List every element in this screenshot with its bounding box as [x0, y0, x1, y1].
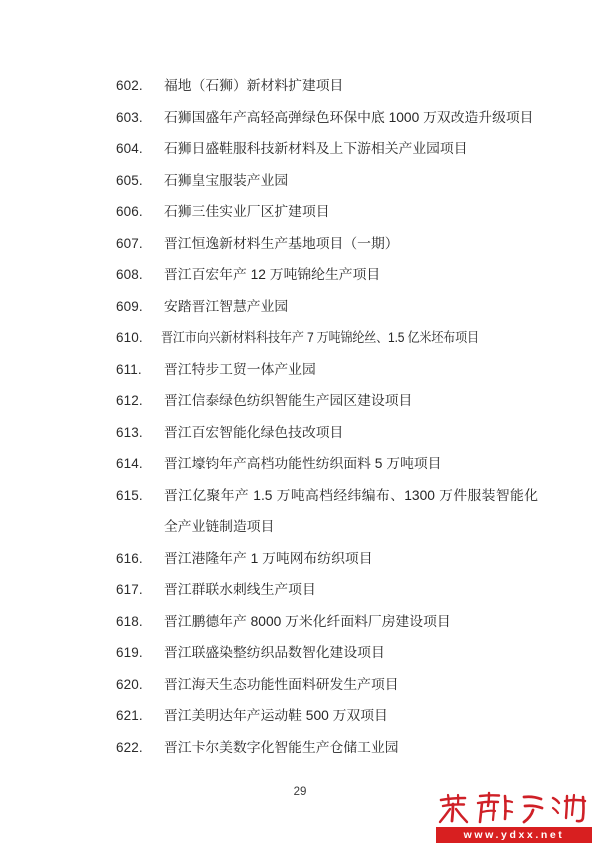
- list-item-text: 晋江美明达年产运动鞋 500 万双项目: [164, 708, 388, 723]
- list-item: [0, 606, 600, 638]
- list-item-text: 石狮国盛年产高轻高弹绿色环保中底 1000 万双改造升级项目: [164, 109, 534, 125]
- list-item-text: 晋江信泰绿色纺织智能生产园区建设项目: [164, 393, 413, 408]
- list-item-number: 611.: [116, 361, 142, 377]
- list-item-number: 608.: [116, 267, 143, 282]
- list-item-text: 晋江卡尔美数字化智能生产仓储工业园: [164, 739, 399, 755]
- list-item-number: 619.: [116, 645, 143, 660]
- list-item-text: 石狮皇宝服装产业园: [164, 172, 289, 188]
- list-item-number: 603.: [116, 109, 143, 125]
- list-item-text: 晋江亿聚年产 1.5 万吨高档经纬编布、1300 万件服装智能化全产业链制造项目: [164, 487, 538, 534]
- list-item-number: 602.: [116, 78, 143, 93]
- list-item-number: 609.: [116, 298, 143, 314]
- list-item-text: 晋江海天生态功能性面料研发生产项目: [164, 676, 399, 692]
- list-item-number: 610.: [116, 330, 143, 345]
- list-item: [0, 291, 600, 323]
- list-item: [0, 165, 600, 197]
- list-item-text: 安踏晋江智慧产业园: [164, 298, 289, 314]
- list-item-text: 石狮日盛鞋服科技新材料及上下游相关产业园项目: [164, 141, 468, 156]
- list-item-text: 晋江百宏年产 12 万吨锦纶生产项目: [164, 267, 381, 282]
- list-item: [0, 354, 600, 386]
- list-item-number: 606.: [116, 204, 143, 219]
- watermark-url: www.ydxx.net: [436, 827, 592, 843]
- list-item-number: 621.: [116, 708, 143, 723]
- list-item-number: 604.: [116, 141, 143, 156]
- list-item: [0, 543, 600, 575]
- list-item: [0, 732, 600, 764]
- list-item: [0, 102, 600, 134]
- list-item: [0, 322, 600, 354]
- list-item: [0, 417, 600, 449]
- list-item-number: 612.: [116, 393, 143, 408]
- list-item-text: 晋江港隆年产 1 万吨网布纺织项目: [164, 550, 373, 566]
- list-item: [0, 637, 600, 669]
- list-item-number: 620.: [116, 676, 143, 692]
- list-item: [0, 133, 600, 165]
- list-item: [0, 196, 600, 228]
- project-list: [0, 70, 600, 763]
- list-item: [0, 259, 600, 291]
- list-item: [0, 70, 600, 102]
- list-item-text: 晋江百宏智能化绿色技改项目: [164, 424, 344, 440]
- list-item-number: 605.: [116, 172, 143, 188]
- list-item-text: 福地（石狮）新材料扩建项目: [164, 78, 344, 93]
- list-item-number: 618.: [116, 613, 143, 629]
- list-item: [0, 700, 600, 732]
- watermark: [436, 791, 596, 847]
- page-number: 29: [293, 786, 307, 798]
- list-item: [0, 480, 600, 543]
- list-item-number: 622.: [116, 739, 143, 755]
- list-item-text: 晋江鹏德年产 8000 万米化纤面料厂房建设项目: [164, 613, 451, 629]
- list-item-text: 晋江群联水刺线生产项目: [164, 582, 316, 597]
- list-item: [0, 448, 600, 480]
- list-item: [0, 228, 600, 260]
- list-item: [0, 385, 600, 417]
- list-item-number: 617.: [116, 582, 143, 597]
- list-item-number: 616.: [116, 550, 143, 566]
- list-item-text: 晋江特步工贸一体产业园: [164, 361, 316, 377]
- list-item: [0, 574, 600, 606]
- list-item-number: 615.: [116, 487, 143, 503]
- list-item-text: 石狮三佳实业厂区扩建项目: [164, 204, 330, 219]
- list-item-number: 614.: [116, 456, 143, 471]
- list-item-text: 晋江市向兴新材料科技年产 7 万吨锦纶丝、1.5 亿米坯布项目: [161, 330, 479, 345]
- watermark-brand-icon: [436, 791, 592, 825]
- list-item-number: 607.: [116, 235, 143, 251]
- list-item-text: 晋江壕钧年产高档功能性纺织面料 5 万吨项目: [164, 456, 442, 471]
- list-item-text: 晋江联盛染整纺织品数智化建设项目: [164, 645, 385, 660]
- list-item-number: 613.: [116, 424, 143, 440]
- list-item-text: 晋江恒逸新材料生产基地项目（一期）: [164, 235, 399, 251]
- list-item: [0, 669, 600, 701]
